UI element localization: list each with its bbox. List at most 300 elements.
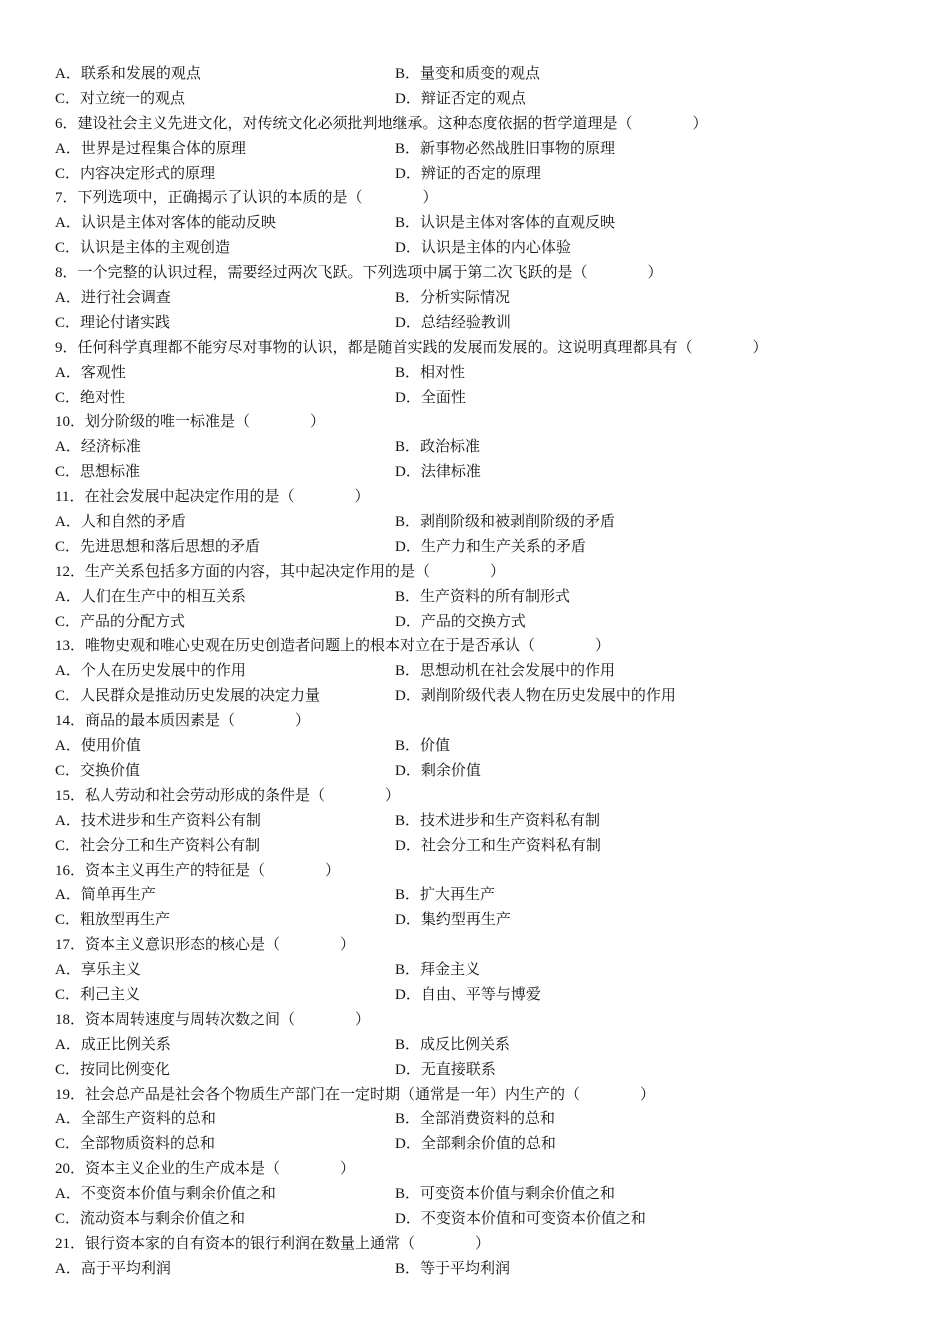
option-row	[55, 534, 915, 559]
option-row	[55, 61, 915, 86]
option-letter: C．	[55, 762, 81, 779]
option-text: 新事物必然战胜旧事物的原理	[420, 138, 616, 157]
answer-blank-open: （	[400, 1233, 416, 1252]
answer-option	[55, 683, 320, 709]
option-text: 全部剩余价值的总和	[420, 1134, 556, 1153]
answer-option	[55, 758, 140, 784]
question-text: 私人劳动和社会劳动形成的条件是	[85, 785, 311, 804]
option-text: 认识是主体的内心体验	[420, 238, 571, 257]
answer-blank-open: （	[220, 711, 236, 730]
question-stem	[55, 335, 915, 360]
option-row	[55, 733, 915, 758]
answer-blank-close: ）	[340, 1159, 356, 1178]
option-text: 全部生产资料的总和	[80, 1109, 216, 1128]
option-text: 可变资本价值与剩余价值之和	[420, 1184, 616, 1203]
question-stem	[55, 185, 915, 210]
answer-option	[395, 61, 540, 87]
option-row	[55, 1057, 915, 1082]
answer-option	[395, 658, 615, 684]
option-letter: A．	[55, 1260, 81, 1277]
question-stem	[55, 932, 915, 957]
option-row	[55, 1256, 915, 1281]
option-row	[55, 310, 915, 335]
option-text: 高于平均利润	[80, 1258, 171, 1277]
option-text: 辩证否定的观点	[420, 88, 526, 107]
option-row	[55, 658, 915, 683]
answer-option	[395, 385, 466, 411]
answer-option	[395, 584, 570, 610]
option-text: 社会分工和生产资料私有制	[420, 835, 601, 854]
option-letter: A．	[55, 290, 81, 307]
option-letter: A．	[55, 514, 81, 531]
option-letter: B．	[395, 738, 421, 755]
option-row	[55, 957, 915, 982]
option-text: 量变和质变的观点	[420, 64, 541, 82]
option-text: 价值	[420, 736, 451, 755]
option-text: 拜金主义	[420, 960, 481, 979]
question-number: 7．	[55, 190, 78, 207]
answer-option	[55, 136, 246, 162]
option-text: 生产资料的所有制形式	[420, 586, 571, 605]
question-number: 6．	[55, 115, 78, 132]
answer-option	[395, 1131, 556, 1157]
option-row	[55, 285, 915, 310]
option-text: 法律标准	[420, 462, 481, 481]
answer-option	[395, 434, 480, 460]
option-row	[55, 1032, 915, 1057]
option-text: 先进思想和落后思想的矛盾	[80, 536, 261, 555]
option-text: 无直接联系	[420, 1059, 496, 1078]
option-letter: A．	[55, 962, 81, 979]
option-text: 人民群众是推动历史发展的决定力量	[80, 686, 321, 705]
option-text: 对立统一的观点	[80, 88, 186, 107]
option-text: 扩大再生产	[420, 885, 496, 904]
option-text: 成正比例关系	[80, 1034, 171, 1053]
option-letter: A．	[55, 1111, 81, 1128]
option-letter: C．	[55, 912, 81, 929]
question-number: 19．	[55, 1086, 86, 1103]
option-letter: A．	[55, 812, 81, 829]
answer-option	[55, 1206, 245, 1232]
option-letter: D．	[395, 688, 421, 705]
option-text: 技术进步和生产资料公有制	[80, 810, 261, 829]
option-row	[55, 509, 915, 534]
option-letter: B．	[395, 887, 421, 904]
answer-option	[395, 210, 615, 236]
option-text: 全面性	[420, 387, 466, 406]
option-letter: D．	[395, 464, 421, 481]
option-letter: D．	[395, 1210, 421, 1227]
option-text: 相对性	[420, 362, 466, 381]
option-text: 总结经验教训	[420, 312, 511, 331]
option-row	[55, 982, 915, 1007]
option-letter: B．	[395, 290, 421, 307]
question-text: 银行资本家的自有资本的银行利润在数量上通常	[85, 1233, 401, 1252]
answer-option	[395, 1181, 615, 1207]
answer-option	[395, 808, 600, 834]
question-stem	[55, 409, 915, 434]
question-text: 资本主义再生产的特征是	[85, 860, 251, 879]
option-letter: B．	[395, 1186, 421, 1203]
option-row	[55, 459, 915, 484]
option-text: 成反比例关系	[420, 1034, 511, 1053]
question-stem	[55, 783, 915, 808]
option-letter: C．	[55, 389, 81, 406]
answer-option	[55, 982, 140, 1008]
answer-blank-open: （	[235, 412, 251, 431]
answer-option	[395, 982, 541, 1008]
answer-option	[395, 534, 586, 560]
question-number: 9．	[55, 339, 78, 356]
option-letter: B．	[395, 1111, 421, 1128]
option-text: 内容决定形式的原理	[80, 163, 216, 182]
option-letter: D．	[395, 240, 421, 257]
option-row	[55, 210, 915, 235]
answer-option	[55, 907, 170, 933]
option-text: 分析实际情况	[420, 288, 511, 307]
option-letter: C．	[55, 538, 81, 555]
answer-option	[55, 609, 185, 635]
option-row	[55, 1181, 915, 1206]
answer-blank-close: ）	[295, 711, 311, 730]
answer-blank-close: ）	[354, 487, 370, 506]
option-letter: A．	[55, 364, 81, 381]
option-letter: D．	[395, 1061, 421, 1078]
answer-option	[395, 733, 450, 759]
option-row	[55, 907, 915, 932]
answer-option	[55, 1181, 276, 1207]
option-letter: B．	[395, 663, 421, 680]
option-text: 绝对性	[80, 387, 126, 406]
answer-option	[55, 1057, 170, 1083]
option-letter: A．	[55, 215, 81, 232]
answer-blank-open: （	[280, 1009, 296, 1028]
question-stem	[55, 858, 915, 883]
answer-option	[395, 957, 480, 983]
answer-option	[395, 882, 495, 908]
answer-option	[395, 907, 511, 933]
answer-blank-close: ）	[475, 1233, 491, 1252]
question-number: 20．	[55, 1161, 86, 1178]
question-text: 社会总产品是社会各个物质生产部门在一定时期（通常是一年）内生产的	[85, 1084, 566, 1103]
option-letter: B．	[395, 962, 421, 979]
option-letter: C．	[55, 464, 81, 481]
question-text: 建设社会主义先进文化，对传统文化必须批判地继承。这种态度依据的哲学道理是	[77, 113, 618, 132]
answer-option	[55, 434, 141, 460]
answer-blank-close: ）	[355, 1009, 371, 1028]
answer-option	[55, 658, 246, 684]
answer-blank-open: （	[265, 1159, 281, 1178]
option-letter: A．	[55, 1186, 81, 1203]
option-letter: A．	[55, 66, 81, 82]
question-number: 12．	[55, 563, 86, 580]
option-letter: B．	[395, 588, 421, 605]
option-row	[55, 584, 915, 609]
answer-blank-open: （	[677, 337, 693, 356]
option-row	[55, 758, 915, 783]
option-text: 社会分工和生产资料公有制	[80, 835, 261, 854]
option-text: 个人在历史发展中的作用	[80, 661, 246, 680]
option-text: 辨证的否定的原理	[420, 163, 541, 182]
option-letter: B．	[395, 215, 421, 232]
answer-option	[55, 210, 276, 236]
option-letter: A．	[55, 439, 81, 456]
answer-option	[395, 683, 676, 709]
question-number: 8．	[55, 265, 78, 282]
option-letter: C．	[55, 1136, 81, 1153]
option-letter: B．	[395, 1036, 421, 1053]
question-text: 资本主义意识形态的核心是	[85, 935, 266, 954]
answer-blank-open: （	[617, 113, 633, 132]
option-text: 等于平均利润	[420, 1258, 511, 1277]
option-letter: C．	[55, 613, 81, 630]
option-letter: B．	[395, 364, 421, 381]
option-row	[55, 609, 915, 634]
option-text: 认识是主体对客体的直观反映	[420, 213, 616, 232]
option-letter: C．	[55, 688, 81, 705]
answer-option	[395, 1206, 646, 1232]
option-row	[55, 683, 915, 708]
answer-option	[395, 235, 571, 261]
answer-option	[55, 360, 126, 386]
exam-page	[55, 61, 915, 1281]
answer-blank-close: ）	[310, 412, 326, 431]
option-letter: B．	[395, 514, 421, 531]
answer-option	[395, 1106, 555, 1132]
option-text: 认识是主体的主观创造	[80, 238, 231, 257]
answer-option	[55, 235, 230, 261]
answer-option	[55, 285, 171, 311]
answer-option	[395, 136, 615, 162]
option-letter: D．	[395, 837, 421, 854]
option-letter: D．	[395, 912, 421, 929]
answer-option	[55, 584, 246, 610]
option-text: 世界是过程集合体的原理	[80, 138, 246, 157]
answer-option	[55, 310, 170, 336]
option-letter: C．	[55, 90, 81, 107]
option-letter: A．	[55, 663, 81, 680]
question-number: 18．	[55, 1011, 86, 1028]
option-row	[55, 1106, 915, 1131]
option-text: 客观性	[80, 362, 126, 381]
option-text: 进行社会调查	[80, 288, 171, 307]
option-letter: C．	[55, 986, 81, 1003]
answer-option	[395, 509, 615, 535]
answer-blank-open: （	[572, 263, 588, 282]
option-letter: C．	[55, 240, 81, 257]
question-stem	[55, 708, 915, 733]
option-letter: C．	[55, 1210, 81, 1227]
option-text: 粗放型再生产	[80, 910, 171, 929]
option-row	[55, 434, 915, 459]
answer-blank-open: （	[310, 785, 326, 804]
answer-blank-open: （	[250, 860, 266, 879]
option-letter: D．	[395, 986, 421, 1003]
option-text: 不变资本价值与剩余价值之和	[80, 1184, 276, 1203]
question-text: 生产关系包括多方面的内容，其中起决定作用的是	[85, 561, 416, 580]
answer-option	[55, 1032, 171, 1058]
answer-option	[55, 534, 260, 560]
option-row	[55, 235, 915, 260]
option-letter: D．	[395, 165, 421, 182]
option-row	[55, 360, 915, 385]
option-letter: D．	[395, 90, 421, 107]
question-stem	[55, 633, 915, 658]
option-text: 人和自然的矛盾	[80, 512, 186, 531]
question-stem	[55, 1156, 915, 1181]
answer-blank-close: ）	[385, 785, 401, 804]
option-letter: B．	[395, 439, 421, 456]
option-text: 剥削阶级和被剥削阶级的矛盾	[420, 512, 616, 531]
question-text: 资本主义企业的生产成本是	[85, 1159, 266, 1178]
option-row	[55, 136, 915, 161]
answer-option	[395, 459, 481, 485]
answer-option	[55, 161, 215, 187]
question-text: 资本周转速度与周转次数之间	[85, 1009, 281, 1028]
option-text: 全部消费资料的总和	[420, 1109, 556, 1128]
option-text: 使用价值	[80, 736, 141, 755]
option-letter: B．	[395, 812, 421, 829]
option-text: 交换价值	[80, 760, 141, 779]
option-text: 政治标准	[420, 437, 481, 456]
question-stem	[55, 1082, 915, 1107]
question-number: 13．	[55, 638, 86, 655]
option-text: 不变资本价值和可变资本价值之和	[420, 1208, 646, 1227]
answer-option	[395, 758, 481, 784]
option-row	[55, 833, 915, 858]
option-letter: C．	[55, 165, 81, 182]
question-stem	[55, 260, 915, 285]
option-letter: C．	[55, 314, 81, 331]
option-letter: A．	[55, 738, 81, 755]
option-letter: D．	[395, 613, 421, 630]
answer-blank-close: ）	[325, 860, 341, 879]
option-letter: C．	[55, 1061, 81, 1078]
question-number: 21．	[55, 1235, 86, 1252]
answer-blank-open: （	[347, 188, 363, 207]
option-text: 剥削阶级代表人物在历史发展中的作用	[420, 686, 676, 705]
option-text: 享乐主义	[80, 960, 141, 979]
answer-option	[395, 161, 541, 187]
answer-blank-close: ）	[340, 935, 356, 954]
answer-option	[55, 459, 140, 485]
question-number: 10．	[55, 414, 86, 431]
question-number: 17．	[55, 937, 86, 954]
question-stem	[55, 111, 915, 136]
option-text: 剩余价值	[420, 760, 481, 779]
answer-option	[55, 385, 125, 411]
question-stem	[55, 1231, 915, 1256]
answer-option	[55, 733, 141, 759]
option-text: 自由、平等与博爱	[420, 984, 541, 1003]
answer-option	[395, 310, 511, 336]
option-letter: B．	[395, 66, 421, 82]
answer-blank-open: （	[565, 1084, 581, 1103]
answer-option	[55, 1106, 216, 1132]
question-stem	[55, 484, 915, 509]
answer-blank-open: （	[415, 561, 431, 580]
option-letter: B．	[395, 140, 421, 157]
option-letter: A．	[55, 1036, 81, 1053]
answer-blank-open: （	[265, 935, 281, 954]
answer-blank-close: ）	[692, 113, 708, 132]
answer-option	[55, 86, 185, 112]
answer-option	[55, 808, 261, 834]
answer-blank-close: ）	[595, 636, 611, 655]
option-row	[55, 1206, 915, 1231]
answer-option	[55, 882, 156, 908]
question-text: 下列选项中，正确揭示了认识的本质的是	[77, 188, 348, 207]
option-letter: D．	[395, 314, 421, 331]
question-stem	[55, 559, 915, 584]
question-stem	[55, 1007, 915, 1032]
question-text: 商品的最本质因素是	[85, 711, 221, 730]
answer-option	[395, 1256, 510, 1282]
option-text: 思想标准	[80, 462, 141, 481]
question-text: 一个完整的认识过程，需要经过两次飞跃。下列选项中属于第二次飞跃的是	[77, 263, 573, 282]
answer-blank-open: （	[279, 487, 295, 506]
question-text: 划分阶级的唯一标准是	[85, 412, 236, 431]
question-number: 15．	[55, 787, 86, 804]
option-text: 全部物质资料的总和	[80, 1134, 216, 1153]
answer-blank-close: ）	[422, 188, 438, 207]
option-text: 理论付诸实践	[80, 312, 171, 331]
option-text: 产品的交换方式	[420, 611, 526, 630]
option-text: 认识是主体对客体的能动反映	[80, 213, 276, 232]
option-text: 按同比例变化	[80, 1059, 171, 1078]
option-letter: D．	[395, 1136, 421, 1153]
question-text: 唯物史观和唯心史观在历史创造者问题上的根本对立在于是否承认	[85, 636, 521, 655]
answer-blank-close: ）	[640, 1084, 656, 1103]
answer-option	[55, 957, 141, 983]
option-text: 产品的分配方式	[80, 611, 186, 630]
option-text: 思想动机在社会发展中的作用	[420, 661, 616, 680]
option-letter: A．	[55, 887, 81, 904]
answer-option	[395, 1032, 510, 1058]
answer-blank-close: ）	[490, 561, 506, 580]
answer-option	[55, 1131, 215, 1157]
question-number: 11．	[55, 489, 85, 506]
option-letter: D．	[395, 538, 421, 555]
option-row	[55, 161, 915, 186]
question-text: 在社会发展中起决定作用的是	[84, 487, 280, 506]
option-letter: D．	[395, 389, 421, 406]
option-text: 流动资本与剩余价值之和	[80, 1208, 246, 1227]
option-letter: A．	[55, 588, 81, 605]
option-text: 利己主义	[80, 984, 141, 1003]
answer-blank-close: ）	[752, 337, 768, 356]
answer-option	[55, 1256, 171, 1282]
answer-option	[395, 86, 526, 112]
question-number: 16．	[55, 862, 86, 879]
option-text: 集约型再生产	[420, 910, 511, 929]
option-text: 简单再生产	[80, 885, 156, 904]
answer-option	[395, 285, 510, 311]
option-text: 技术进步和生产资料私有制	[420, 810, 601, 829]
answer-option	[55, 509, 186, 535]
option-letter: D．	[395, 762, 421, 779]
answer-blank-close: ）	[647, 263, 663, 282]
option-text: 联系和发展的观点	[80, 64, 201, 82]
answer-option	[55, 61, 201, 87]
option-row	[55, 86, 915, 111]
option-row	[55, 808, 915, 833]
option-letter: B．	[395, 1260, 421, 1277]
question-number: 14．	[55, 713, 86, 730]
option-text: 经济标准	[80, 437, 141, 456]
answer-blank-open: （	[520, 636, 536, 655]
answer-option	[395, 833, 601, 859]
